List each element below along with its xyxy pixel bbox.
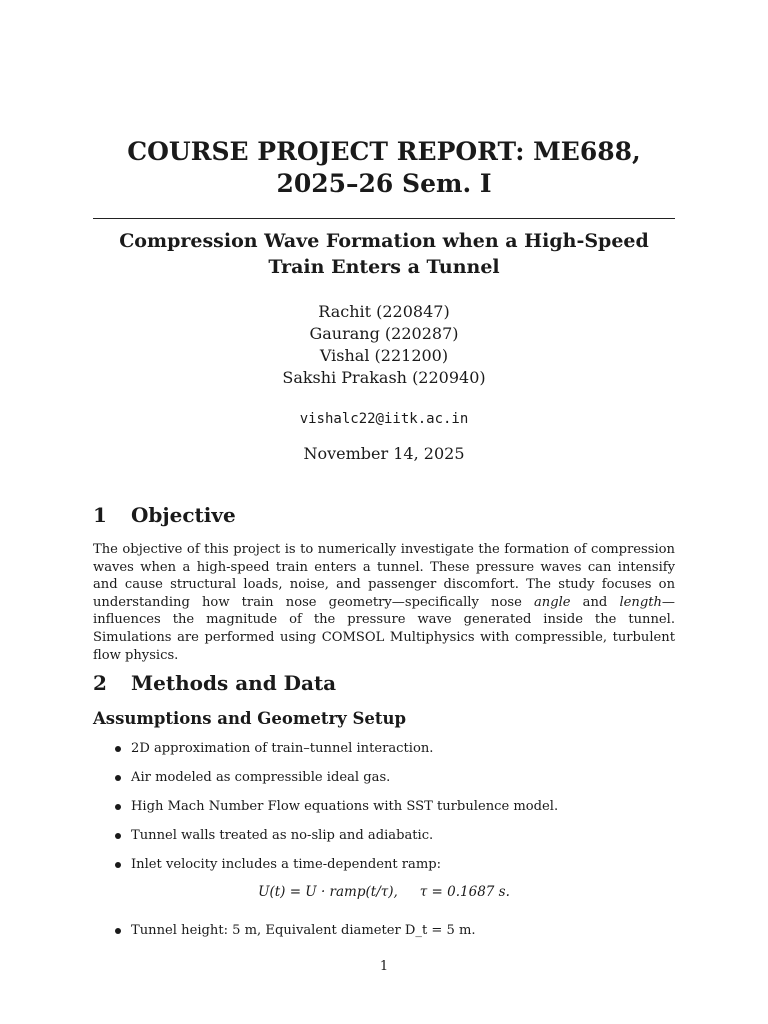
author-name: Gaurang (220287)	[309, 324, 459, 343]
list-item-text: Tunnel walls treated as no-slip and adiabatic.	[131, 828, 434, 843]
equation-lhs: U(t) = U · ramp(t/τ),	[258, 884, 398, 900]
section-number: 2	[93, 671, 107, 695]
objective-paragraph	[93, 541, 675, 664]
equation-rhs: τ = 0.1687 s.	[419, 884, 510, 900]
list-item-text: Air modeled as compressible ideal gas.	[131, 770, 391, 785]
paragraph-text: The objective of this project is to numerically investigate the formation of compression waves when a high-speed train enters a tunnel. These pressure waves can intensify and cause structural loads, noise, and passenger discomfort. The study focuses on understanding how train nose geometry—specifically nose	[93, 542, 675, 610]
paragraph-text: and	[570, 594, 620, 610]
subtitle-line-1: Compression Wave Formation when a High-Speed	[119, 230, 649, 252]
subtitle-line-2: Train Enters a Tunnel	[268, 256, 500, 278]
list-item	[93, 920, 675, 949]
report-title	[40, 136, 728, 200]
title-line-1: COURSE PROJECT REPORT: ME688,	[127, 137, 641, 166]
assumption-list	[93, 738, 675, 949]
bullet-icon	[115, 804, 121, 810]
page-number: 1	[379, 959, 389, 974]
list-item-text: 2D approximation of train–tunnel interaction.	[131, 741, 434, 756]
list-item	[93, 796, 675, 825]
bullet-icon	[115, 928, 121, 934]
report-subtitle	[60, 228, 708, 280]
section-heading-methods	[93, 671, 336, 695]
bullet-icon	[115, 775, 121, 781]
section-title: Objective	[131, 503, 236, 527]
ramp-equation	[93, 884, 675, 900]
bullet-icon	[115, 833, 121, 839]
contact-email: vishalc22@iitk.ac.in	[299, 411, 469, 427]
list-item-text: High Mach Number Flow equations with SST turbulence model.	[131, 799, 559, 814]
author-name: Rachit (220847)	[318, 302, 450, 321]
section-heading-objective	[93, 503, 236, 527]
author-list	[184, 301, 584, 389]
emphasis-length: length	[619, 594, 662, 610]
section-title: Methods and Data	[131, 671, 337, 695]
title-divider	[93, 218, 675, 219]
report-date: November 14, 2025	[303, 444, 465, 463]
author-name: Sakshi Prakash (220940)	[282, 368, 486, 387]
bullet-icon	[115, 746, 121, 752]
emphasis-angle: angle	[533, 594, 571, 610]
section-number: 1	[93, 503, 107, 527]
list-item	[93, 738, 675, 767]
bullet-icon	[115, 862, 121, 868]
subsection-heading: Assumptions and Geometry Setup	[93, 709, 407, 728]
title-line-2: 2025–26 Sem. I	[276, 169, 492, 198]
list-item-text: Tunnel height: 5 m, Equivalent diameter D_t = 5 m.	[131, 923, 476, 938]
paragraph-text: —influences the magnitude of the pressure wave generated inside the tunnel. Simulations are performed using COMSOL Multiphysics with compressible, turbulent flow physics.	[93, 594, 675, 663]
list-item	[93, 767, 675, 796]
list-item	[93, 825, 675, 854]
author-name: Vishal (221200)	[319, 346, 449, 365]
list-item-text: Inlet velocity includes a time-dependent ramp:	[131, 857, 442, 872]
